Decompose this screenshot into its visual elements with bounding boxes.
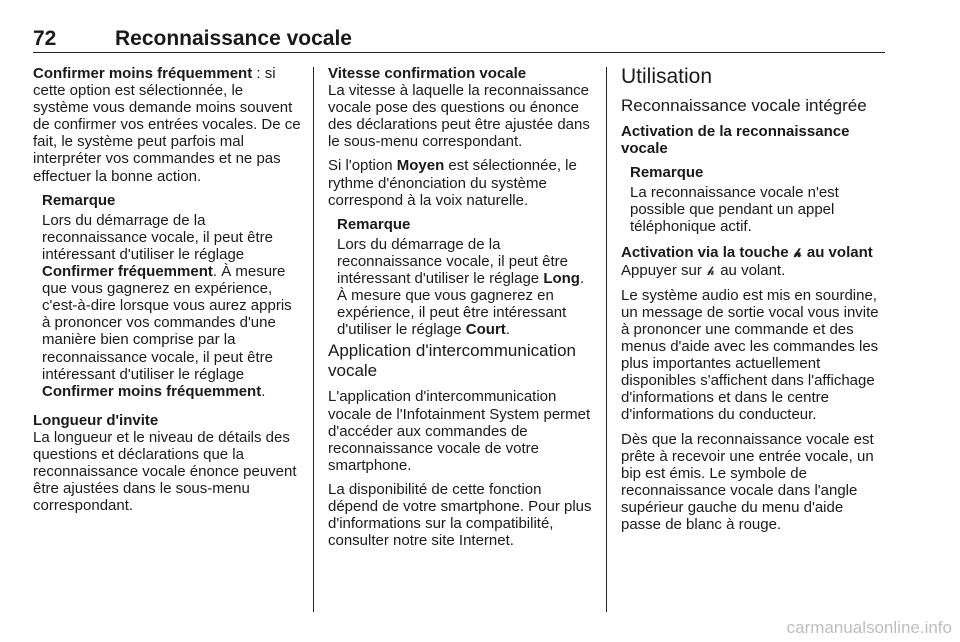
voice-control-icon: 𝓱 (707, 263, 715, 278)
column-2 (328, 65, 592, 556)
note-title: Remarque (630, 164, 704, 182)
heading-utilisation: Utilisation (621, 65, 713, 88)
option-label: Confirmer moins fréquemment (33, 65, 253, 82)
heading-application: Application d'intercommunication vocale (328, 341, 576, 381)
note-box (42, 192, 303, 400)
note-text: La reconnaissance vocale n'est possible que pendant un appel téléphonique actif. (630, 184, 839, 236)
page-number: 72 (33, 27, 57, 50)
paragraph-longueur: La longueur et le niveau de détails des questions et déclarations que la reconnaissance vocale énonce peuvent être ajustées dans le sous-menu correspondant. (33, 428, 297, 515)
voice-control-icon: 𝓱 (793, 245, 802, 260)
paragraph-vitesse: La vitesse à laquelle la reconnaissance vocale pose des questions ou énonce des déclarations peut être ajustée dans le sous-menu correspondant. (328, 82, 590, 151)
column-1 (33, 65, 303, 521)
note-text: Lors du démarrage de la reconnaissance vocale, il peut être intéressant d'utiliser le réglage Confirmer fréquemment. À mesure que vous gagnerez en expérience, c'est-à-dire lorsque vous aurez appris à prononcer vos commandes d'une manière bien comprise par la reconnaissance vocale, il peut être intéressant d'utiliser le réglage Confirmer moins fréquemment. (42, 211, 292, 400)
paragraph-bip: Dès que la reconnaissance vocale est prête à recevoir une entrée vocale, un bip est émis. Le symbole de reconnaissance vocale dans l'angle supérieur gauche du menu d'aide passe de blanc à rouge. (621, 430, 874, 533)
page-header (33, 27, 885, 55)
note-title: Remarque (42, 191, 116, 209)
column-divider-1 (313, 67, 314, 612)
heading-reconnaissance-integree: Reconnaissance vocale intégrée (621, 96, 867, 115)
paragraph-systeme-audio: Le système audio est mis en sourdine, un message de sortie vocal vous invite à prononcer une commande et des menus d'aide avec les commandes les plus importantes actuellement disponibles s'affichent dans l'affichage d'informations et dans le centre d'informations du conducteur. (621, 286, 879, 424)
heading-vitesse: Vitesse confirmation vocale (328, 65, 527, 82)
paragraph-application-1: L'application d'intercommunication vocale de l'Infotainment System permet d'accéder aux commandes de reconnaissance vocale de votre smartphone. (328, 388, 591, 474)
page-title: Reconnaissance vocale (115, 27, 352, 50)
note-box (630, 164, 887, 235)
watermark: carmanualsonline.info (786, 618, 952, 637)
paragraph-application-2: La disponibilité de cette fonction dépend de votre smartphone. Pour plus d'informations sur la compatibilité, consulter notre site Internet. (328, 480, 592, 550)
paragraph-moyen: Si l'option Moyen est sélectionnée, le rythme d'énonciation du système correspond à la voix naturelle. (328, 157, 577, 209)
column-3 (621, 65, 887, 540)
heading-activation-touche: Activation via la touche 𝓱 au volant (621, 243, 873, 261)
note-title: Remarque (337, 215, 411, 233)
note-box (337, 216, 592, 339)
heading-longueur: Longueur d'invite (33, 411, 159, 429)
paragraph-confirmer: Confirmer moins fréquemment : si cette option est sélectionnée, le système vous demande moins souvent de confirmer vos entrées vocales. De ce fait, le système peut parfois mal interpréter vos commandes et ne pas effectuer la bonne action. (33, 65, 301, 185)
header-rule (33, 52, 885, 53)
note-text: Lors du démarrage de la reconnaissance vocale, il peut être intéressant d'utiliser le réglage Long. À mesure que vous gagnerez en expérience, il peut être intéressant d'utiliser le réglage Court. (337, 235, 585, 339)
heading-activation: Activation de la reconnaissance vocale (621, 123, 850, 158)
paragraph-appuyer: Appuyer sur 𝓱 au volant. (621, 261, 786, 279)
column-divider-2 (606, 67, 607, 612)
